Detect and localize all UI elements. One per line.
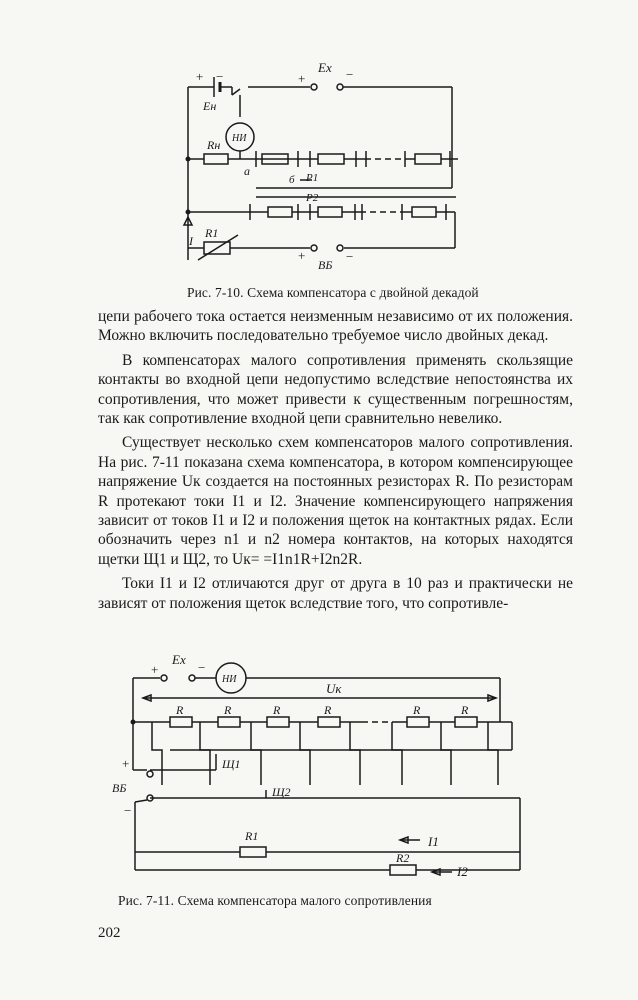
fig2-i1-label: I1 (428, 834, 439, 849)
fig2-i2-label: I2 (457, 864, 468, 879)
fig1-a-label: a (244, 164, 250, 178)
fig1-en-label: Eн (203, 99, 217, 113)
fig1-vb-label: ВБ (318, 258, 333, 272)
body-text (98, 307, 573, 618)
fig1-r1-label: R1 (205, 226, 219, 240)
fig1-vb-plus: + (298, 248, 306, 263)
fig2-ex-plus: + (151, 662, 159, 677)
fig1-b-label: б (289, 174, 295, 186)
fig2-ex-label: Ex (172, 652, 186, 667)
fig2-vb-minus: − (124, 803, 132, 818)
figure-7-11-diagram (0, 650, 638, 890)
fig1-rn-label: Rн (207, 138, 221, 152)
fig2-r1-label: R1 (245, 829, 259, 843)
paragraph-1: цепи рабочего тока остается неизменным независимо от их положения. Можно включить последовательно требуемое число двойных декад. (98, 308, 573, 345)
fig1-ex-label: Ex (318, 60, 332, 75)
figure-7-10-caption: Рис. 7-10. Схема компенсатора с двойной декадой (187, 285, 479, 300)
figure-7-10-diagram (0, 55, 638, 280)
fig2-r-label-3: R (273, 703, 281, 717)
paragraph-4: Токи I1 и I2 отличаются друг от друга в 10 раз и практически не зависят от положения щеток вследствие того, что сопротивле- (98, 575, 573, 612)
fig2-r-label-6: R (461, 703, 469, 717)
fig2-ni-label: НИ (222, 674, 237, 685)
fig2-r-label-1: R (176, 703, 184, 717)
paragraph-2: В компенсаторах малого сопротивления применять скользящие контакты во входной цепи недопустимо вследствие непостоянства их сопротивления, что может привести к существенным погрешностям, так как сопротивление входной цепи сравнительно невелико. (98, 351, 573, 428)
paragraph-3: Существует несколько схем компенсаторов малого сопротивления. На рис. 7-11 показана схема компенсатора, в котором компенсирующее напряжение Uк создается на постоянных резисторах R. По резисторам R протекают токи I1 и I2. Значение компенсирующего напряжения зависит от токов I1 и I2 и положения щеток на контактных рядах. Если обозначить через n1 и n2 номера контактов, на которых находятся щетки Щ1 и Щ2, то Uк= =I1n1R+I2n2R. (98, 434, 573, 568)
fig2-sh1-label: Щ1 (222, 757, 241, 771)
page-number: 202 (98, 925, 121, 941)
fig2-ex-minus: − (198, 660, 206, 675)
fig1-vb-minus: − (346, 249, 354, 264)
fig2-r-label-2: R (224, 703, 232, 717)
fig1-ni-label: НИ (232, 133, 247, 144)
fig1-ex-minus: − (346, 67, 354, 82)
fig1-en-minus: − (216, 69, 224, 84)
fig2-vb-label: ВБ (112, 781, 127, 795)
figure-7-11-caption: Рис. 7-11. Схема компенсатора малого сопротивления (118, 893, 432, 908)
fig2-vb-plus: + (122, 756, 130, 771)
fig1-i-label: I (189, 234, 193, 248)
fig2-r-label-4: R (324, 703, 332, 717)
fig2-r-label-5: R (413, 703, 421, 717)
fig2-sh2-label: Щ2 (272, 785, 291, 799)
fig1-en-plus: + (196, 69, 204, 84)
fig2-r2-label: R2 (396, 851, 410, 865)
fig1-ex-plus: + (298, 71, 306, 86)
fig1-p2-label: P2 (306, 192, 319, 204)
fig2-uk-label: Uк (326, 681, 342, 696)
fig1-p1-label: P1 (306, 172, 319, 184)
